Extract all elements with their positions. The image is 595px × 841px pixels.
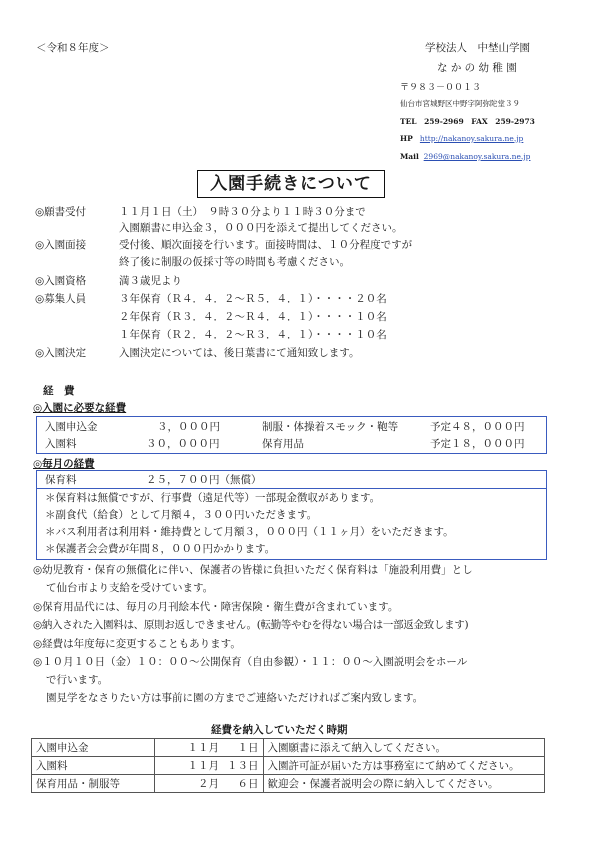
procedure-line: ２年保育（Ｒ３．４．２～Ｒ４．４．１）・・・・１０名	[119, 311, 387, 323]
remark-line: ◎１０月１０日（金）１０：００～公開保育（自由参観）・１１：００～入園説明会をホール	[33, 656, 468, 668]
schedule-item: 保育用品・制服等	[32, 775, 155, 793]
procedure-line: 入園決定については、後日葉書にて通知致します。	[119, 347, 360, 359]
mail-link[interactable]: 2969@nakanoy.sakura.ne.jp	[423, 152, 531, 161]
schedule-day: ６日	[223, 775, 263, 793]
remark-line: ◎保育用品代には、毎月の月刊絵本代・障害保険・衛生費が含まれています。	[33, 601, 399, 613]
note-line: ＊保育料は無償ですが、行事費（遠足代等）一部現金徴収があります。	[45, 492, 381, 504]
procedure-line: １年保育（Ｒ２．４．２～Ｒ３．４．１）・・・・１０名	[119, 329, 387, 341]
procedure-line: ３年保育（Ｒ４．４．２～Ｒ５．４．１）・・・・２０名	[119, 293, 387, 305]
entry-expenses-heading: ◎入園に必要な経費	[33, 402, 127, 414]
remark-line: て仙台市より支給を受けています。	[46, 582, 214, 594]
remark-line: ◎幼児教育・保育の無償化に伴い、保護者の皆様に負担いただく保育料は「施設利用費」とし	[33, 564, 473, 576]
procedure-label: ◎願書受付	[35, 206, 87, 218]
mail-line	[400, 152, 530, 161]
mail-label: Mail	[400, 152, 419, 161]
entry-item-goods: 保育用品	[262, 438, 304, 450]
tel-fax: TEL 259-2969 FAX 259-2973	[400, 117, 535, 126]
table-row	[32, 757, 545, 775]
remark-line: 園見学をなさりたい方は事前に園の方までご連絡いただければご案内致します。	[46, 692, 424, 704]
schedule-day: １３日	[223, 757, 263, 775]
table-row	[32, 775, 545, 793]
remark-line: ◎経費は年度毎に変更することもあります。	[33, 638, 241, 650]
school-name: な か の 幼 稚 園	[437, 62, 517, 74]
expenses-heading: 経 費	[43, 385, 75, 397]
schedule-month: １１月	[155, 739, 224, 757]
note-line: ＊バス利用者は利用料・維持費として月額３，０００円（１１ヶ月）をいただきます。	[45, 526, 454, 538]
monthly-fee-amount: ２５，７００円（無償）	[146, 474, 262, 486]
postal-code: 〒９８３－００１３	[400, 83, 482, 93]
procedure-line: 満３歳児より	[119, 275, 182, 287]
homepage-link[interactable]: http://nakanoy.sakura.ne.jp	[419, 134, 524, 143]
procedure-label: ◎募集人員	[35, 293, 87, 305]
procedure-label: ◎入園決定	[35, 347, 87, 359]
entry-item-amount: ３０，０００円	[146, 438, 220, 450]
schedule-item: 入園申込金	[32, 739, 155, 757]
homepage-line	[400, 134, 523, 143]
schedule-item: 入園料	[32, 757, 155, 775]
entry-item-goods: 制服・体操着スモック・鞄等	[262, 421, 399, 433]
hp-label: HP	[400, 134, 413, 143]
monthly-fee-name: 保育料	[45, 474, 77, 486]
fiscal-year: ＜令和８年度＞	[36, 42, 110, 54]
procedure-line: 終了後に制服の仮採寸等の時間も考慮ください。	[119, 256, 350, 268]
school-corporation: 学校法人 中埜山学園	[425, 42, 530, 54]
procedure-label: ◎入園面接	[35, 239, 87, 251]
page-title: 入園手続きについて	[197, 170, 385, 198]
monthly-expenses-heading: ◎毎月の経費	[33, 458, 95, 470]
entry-item-name: 入園料	[45, 438, 77, 450]
note-line: ＊保護者会会費が年間８，０００円かかります。	[45, 543, 276, 555]
schedule-note: 歓迎会・保護者説明会の際に納入してください。	[263, 775, 544, 793]
procedure-line: 入園願書に申込金３，０００円を添えて提出してください。	[119, 222, 403, 234]
entry-item-amount: ３，０００円	[157, 421, 220, 433]
schedule-day: １日	[223, 739, 263, 757]
schedule-note: 入園願書に添えて納入してください。	[263, 739, 544, 757]
payment-schedule-table	[31, 738, 545, 793]
table-row	[32, 739, 545, 757]
schedule-month: １１月	[155, 757, 224, 775]
procedure-label: ◎入園資格	[35, 275, 87, 287]
entry-item-name: 入園申込金	[45, 421, 98, 433]
procedure-line: 受付後、順次面接を行います。面接時間は、１０分程度ですが	[119, 239, 413, 251]
schedule-month: ２月	[155, 775, 224, 793]
entry-item-plan: 予定４８，０００円	[430, 421, 525, 433]
monthly-fee-box	[36, 470, 547, 489]
remark-line: ◎納入された入園料は、原則お返しできません。(転勤等やむを得ない場合は一部返金致します)	[33, 619, 469, 631]
note-line: ＊副食代（給食）として月額４，３００円いただきます。	[45, 509, 318, 521]
schedule-note: 入園許可証が届いた方は事務室にて納めてください。	[263, 757, 544, 775]
school-address: 仙台市宮城野区中野字阿弥陀堂３９	[400, 99, 520, 108]
entry-item-plan: 予定１８，０００円	[430, 438, 525, 450]
remark-line: で行います。	[46, 674, 109, 686]
schedule-heading: 経費を納入していただく時期	[211, 724, 348, 736]
procedure-line: １１月１日（土） ９時３０分より１１時３０分まで	[119, 206, 366, 218]
